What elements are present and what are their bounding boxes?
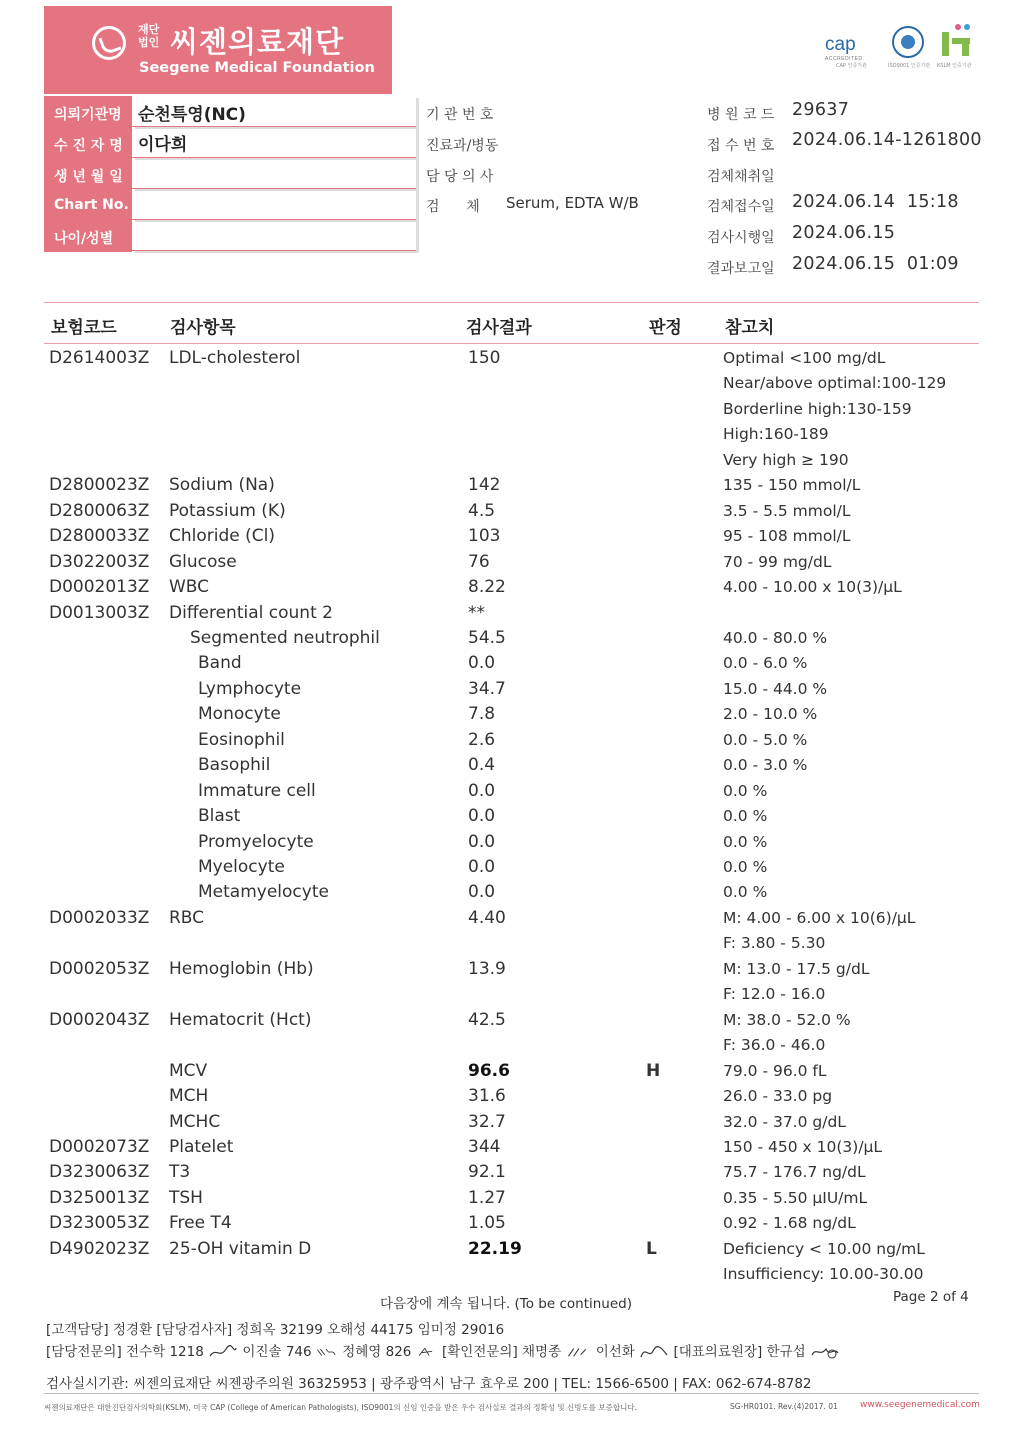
result-code: D2800033Z — [49, 526, 150, 547]
label-receipt-no: 접 수 번 호 — [707, 138, 775, 154]
result-code: D0002013Z — [49, 577, 150, 598]
result-reference: 0.35 - 5.50 μIU/mL — [723, 1188, 868, 1207]
signature-icon — [639, 1345, 669, 1359]
col-header-ref: 참고치 — [725, 318, 775, 338]
result-value: 31.6 — [468, 1086, 506, 1107]
iso-cert-label: ISO9001 인증기관 — [888, 63, 931, 69]
result-code: D2614003Z — [49, 348, 150, 368]
result-reference: 0.0 % — [723, 858, 768, 876]
signature-icon — [208, 1345, 238, 1359]
result-code: D0002033Z — [49, 907, 150, 928]
result-reference: 40.0 - 80.0 % — [723, 628, 828, 647]
result-value: 0.0 — [468, 806, 496, 827]
result-reference: F: 12.0 - 16.0 — [723, 985, 826, 1004]
result-item: Promyelocyte — [198, 831, 314, 852]
result-reference: 4.00 - 10.00 x 10(3)/μL — [723, 578, 902, 597]
table-row — [0, 373, 1025, 398]
result-item: Myelocyte — [198, 857, 285, 877]
result-reference: Borderline high:130-159 — [723, 399, 912, 418]
result-code: D3230053Z — [49, 1213, 150, 1234]
cap-cert-label: CAP 인증기관 — [836, 63, 867, 69]
result-value: 0.0 — [468, 857, 496, 877]
col-header-flag: 판정 — [649, 318, 682, 338]
receipt-no-value: 2024.06.14-1261800 — [792, 130, 982, 150]
result-item: Sodium (Na) — [169, 475, 275, 496]
result-item: Segmented neutrophil — [190, 627, 380, 648]
result-reference: 0.0 % — [723, 781, 768, 800]
iso-logo-icon — [892, 26, 924, 58]
result-item: Basophil — [198, 755, 271, 776]
table-row — [0, 755, 1025, 780]
result-reference: 32.0 - 37.0 g/dL — [723, 1112, 846, 1131]
table-row — [0, 1086, 1025, 1111]
specialist-line — [46, 1340, 840, 1360]
website-link[interactable]: www.seegenemedical.com — [860, 1400, 980, 1410]
result-item: RBC — [169, 907, 205, 928]
result-reference: Deficiency < 10.00 ng/mL — [723, 1239, 925, 1258]
result-value: 34.7 — [468, 678, 506, 699]
specialist-a: [담당전문의] 전수학 1218 — [46, 1344, 204, 1360]
result-code: D3230063Z — [49, 1162, 150, 1183]
continued-note: 다음장에 계속 됩니다. (To be continued) — [380, 1296, 633, 1312]
result-value: 32.7 — [468, 1111, 506, 1132]
result-code: D0002073Z — [49, 1136, 150, 1157]
result-reference: 95 - 108 mmol/L — [723, 527, 851, 546]
result-item: Differential count 2 — [169, 602, 333, 623]
result-item: Eosinophil — [198, 729, 285, 750]
result-reference: High:160-189 — [723, 425, 829, 444]
patient-name-value: 이다희 — [138, 135, 188, 155]
result-reference: Near/above optimal:100-129 — [723, 374, 947, 393]
result-value: 8.22 — [468, 577, 506, 598]
result-value: 42.5 — [468, 1009, 506, 1030]
result-code: D2800023Z — [49, 475, 150, 496]
result-value: 0.0 — [468, 653, 496, 674]
label-tested: 검사시행일 — [707, 230, 775, 246]
label-doctor: 담 당 의 사 — [426, 169, 494, 185]
hospital-code-value: 29637 — [792, 100, 850, 120]
result-value: 22.19 — [468, 1238, 522, 1259]
table-row — [0, 1264, 1025, 1289]
result-item: MCH — [169, 1086, 209, 1107]
table-row — [0, 628, 1025, 653]
result-reference: 135 - 150 mmol/L — [723, 476, 861, 495]
table-row — [0, 475, 1025, 500]
table-row — [0, 730, 1025, 755]
col-header-code: 보험코드 — [51, 318, 117, 338]
table-row — [0, 424, 1025, 449]
result-value: 1.05 — [468, 1213, 506, 1234]
label-patient-name: 수 진 자 명 — [54, 138, 123, 154]
page-number: Page 2 of 4 — [893, 1289, 969, 1305]
label-institution: 의뢰기관명 — [54, 107, 122, 123]
specialist-d: [확인전문의] 채명종 — [441, 1344, 562, 1360]
result-flag: L — [646, 1238, 657, 1259]
table-row — [0, 704, 1025, 729]
result-value: 0.0 — [468, 882, 496, 903]
table-row — [0, 857, 1025, 882]
result-item: Platelet — [169, 1136, 234, 1157]
org-type-label — [138, 23, 159, 49]
result-value: 142 — [468, 475, 501, 496]
org-name-en: Seegene Medical Foundation — [139, 60, 375, 76]
result-value: 4.40 — [468, 907, 506, 928]
kslm-cert-label: KSLM 인증기관 — [937, 63, 972, 69]
table-row — [0, 679, 1025, 704]
result-value: 2.6 — [468, 729, 496, 750]
table-row — [0, 577, 1025, 602]
result-item: LDL-cholesterol — [169, 348, 301, 368]
specialist-f: [대표의료원장] 한규섭 — [673, 1344, 806, 1360]
label-collected: 검체채취일 — [707, 169, 775, 185]
table-row — [0, 882, 1025, 907]
footer-rule — [44, 1393, 979, 1394]
result-item: Hemoglobin (Hb) — [169, 958, 314, 979]
result-code: D3250013Z — [49, 1187, 150, 1208]
reported-value: 2024.06.15 01:09 — [792, 254, 959, 274]
table-row — [0, 1239, 1025, 1264]
result-code: D4902023Z — [49, 1238, 150, 1259]
result-item: Free T4 — [169, 1213, 232, 1234]
received-value: 2024.06.14 15:18 — [792, 192, 959, 212]
table-row — [0, 1010, 1025, 1035]
table-row — [0, 1137, 1025, 1162]
table-row — [0, 781, 1025, 806]
label-birth-date: 생 년 월 일 — [54, 169, 123, 185]
result-reference: 2.0 - 10.0 % — [723, 705, 818, 724]
result-item: TSH — [169, 1187, 203, 1208]
lab-info-line: 검사실시기관: 씨젠의료재단 씨젠광주의원 36325953 | 광주광역시 남구 효우로 200 | TEL: 1566-6500 | FAX: 062-674-8782 — [46, 1376, 812, 1392]
result-reference: 79.0 - 96.0 fL — [723, 1061, 827, 1080]
form-number: SG-HR0101. Rev.(4)2017. 01 — [730, 1402, 838, 1411]
signature-icon — [316, 1345, 338, 1359]
result-reference: 26.0 - 33.0 pg — [723, 1087, 833, 1106]
table-row — [0, 1061, 1025, 1086]
table-row — [0, 1213, 1025, 1238]
kslm-logo-icon — [940, 24, 972, 58]
result-reference: 150 - 450 x 10(3)/μL — [723, 1137, 883, 1156]
org-type-line1: 재단 — [138, 23, 160, 36]
result-item: Potassium (K) — [169, 500, 286, 521]
table-row — [0, 653, 1025, 678]
result-value: ** — [468, 602, 485, 623]
label-specimen: 검 체 — [426, 199, 480, 215]
result-reference: 15.0 - 44.0 % — [723, 679, 828, 698]
specialist-b: 이진솔 746 — [242, 1344, 312, 1360]
result-reference: 3.5 - 5.5 mmol/L — [723, 501, 851, 520]
result-item: Band — [198, 653, 242, 674]
cap-accredited-logo — [825, 34, 877, 62]
specimen-value: Serum, EDTA W/B — [506, 194, 639, 212]
result-value: 150 — [468, 348, 501, 368]
result-item: Immature cell — [198, 780, 316, 801]
label-hospital-code: 병 원 코 드 — [707, 107, 775, 123]
result-value: 103 — [468, 526, 501, 547]
result-value: 13.9 — [468, 958, 506, 979]
result-value: 96.6 — [468, 1060, 510, 1081]
specialist-c: 정혜영 826 — [342, 1344, 412, 1360]
result-reference: 70 - 99 mg/dL — [723, 552, 832, 571]
birth-date-row — [132, 158, 416, 189]
patient-label-column — [44, 96, 132, 252]
signature-icon — [416, 1345, 438, 1359]
result-item: T3 — [169, 1162, 191, 1183]
table-row — [0, 399, 1025, 424]
result-value: 0.4 — [468, 755, 496, 776]
result-item: Lymphocyte — [198, 678, 302, 699]
result-flag: H — [646, 1060, 661, 1081]
table-row — [0, 1188, 1025, 1213]
result-item: Chloride (Cl) — [169, 526, 275, 547]
table-header-rule — [44, 343, 979, 344]
table-row — [0, 603, 1025, 628]
result-reference: 0.0 % — [723, 883, 768, 902]
result-reference: M: 13.0 - 17.5 g/dL — [723, 959, 870, 978]
table-row — [0, 1162, 1025, 1187]
col-header-item: 검사항목 — [170, 318, 236, 338]
table-row — [0, 450, 1025, 475]
result-item: Glucose — [169, 551, 237, 572]
result-reference: Insufficiency: 10.00-30.00 — [723, 1265, 924, 1284]
result-value: 344 — [468, 1136, 501, 1157]
label-received: 검체접수일 — [707, 199, 775, 215]
tested-value: 2024.06.15 — [792, 223, 896, 243]
result-reference: 0.0 - 3.0 % — [723, 756, 808, 775]
col-header-result: 검사결과 — [466, 318, 532, 338]
institution-value: 순천특영(NC) — [138, 105, 246, 125]
org-name-ko: 씨젠의료재단 — [170, 25, 345, 59]
result-value: 7.8 — [468, 704, 496, 725]
org-type-line2: 법인 — [138, 36, 160, 49]
result-value: 1.27 — [468, 1187, 506, 1208]
result-code: D0002053Z — [49, 958, 150, 979]
result-value: 4.5 — [468, 500, 496, 521]
result-reference: 0.0 - 6.0 % — [723, 654, 808, 673]
table-row — [0, 552, 1025, 577]
result-item: 25-OH vitamin D — [169, 1238, 312, 1259]
result-item: Hematocrit (Hct) — [169, 1009, 312, 1030]
result-item: Monocyte — [198, 704, 281, 725]
label-age-sex: 나이/성별 — [54, 231, 114, 247]
result-item: MCV — [169, 1060, 208, 1081]
table-row — [0, 1035, 1025, 1060]
result-reference: 0.0 % — [723, 832, 768, 851]
label-institution-no: 기 관 번 호 — [426, 107, 494, 123]
table-row — [0, 908, 1025, 933]
label-reported: 결과보고일 — [707, 261, 775, 277]
result-reference: Very high ≥ 190 — [723, 450, 849, 469]
chart-no-row — [132, 189, 416, 220]
result-code: D0013003Z — [49, 602, 150, 623]
table-top-rule — [44, 302, 979, 303]
result-value: 76 — [468, 551, 490, 572]
result-reference: M: 4.00 - 6.00 x 10(6)/μL — [723, 908, 916, 927]
result-value: 54.5 — [468, 627, 506, 648]
table-row — [0, 526, 1025, 551]
result-code: D2800063Z — [49, 500, 150, 521]
specialist-e: 이선화 — [595, 1344, 635, 1360]
table-row — [0, 832, 1025, 857]
result-reference: Optimal <100 mg/dL — [723, 349, 886, 367]
signature-icon — [810, 1345, 840, 1359]
cap-logo-subtext: ACCREDITED — [825, 56, 863, 62]
signature-icon — [565, 1345, 591, 1359]
label-chart-no: Chart No. — [54, 197, 129, 213]
age-sex-row — [132, 220, 416, 251]
result-code: D0002043Z — [49, 1009, 150, 1030]
table-row — [0, 348, 1025, 373]
result-reference: F: 3.80 - 5.30 — [723, 934, 826, 953]
table-row — [0, 501, 1025, 526]
result-value: 0.0 — [468, 831, 496, 852]
result-value: 0.0 — [468, 780, 496, 801]
result-code: D3022003Z — [49, 551, 150, 572]
table-row — [0, 984, 1025, 1009]
result-item: Metamyelocyte — [198, 882, 329, 903]
result-reference: 0.0 - 5.0 % — [723, 730, 808, 749]
certification-note: 씨젠의료재단은 대한진단검사의학회(KSLM), 미국 CAP (College of American Pathologists), ISO9001의 신임 인증을 받은 우수 검사실로 결과의 정확성 및 신빙도를 보증합니다. — [44, 1403, 637, 1412]
result-reference: 75.7 - 176.7 ng/dL — [723, 1163, 866, 1182]
result-item: MCHC — [169, 1111, 221, 1132]
label-department: 진료과/병동 — [426, 138, 499, 154]
table-row — [0, 933, 1025, 958]
result-item: Blast — [198, 806, 241, 827]
table-row — [0, 806, 1025, 831]
cap-logo-text: cap — [825, 34, 856, 55]
result-reference: M: 38.0 - 52.0 % — [723, 1010, 851, 1029]
table-row — [0, 959, 1025, 984]
table-row — [0, 1112, 1025, 1137]
result-reference: F: 36.0 - 46.0 — [723, 1036, 826, 1055]
staff-line: [고객담당] 정경환 [담당검사자] 정희옥 32199 오해성 44175 임미정 29016 — [46, 1322, 505, 1338]
result-item: WBC — [169, 577, 210, 598]
result-reference: 0.0 % — [723, 807, 768, 826]
seegene-logo-icon — [92, 26, 126, 60]
result-value: 92.1 — [468, 1162, 506, 1183]
result-reference: 0.92 - 1.68 ng/dL — [723, 1214, 856, 1233]
